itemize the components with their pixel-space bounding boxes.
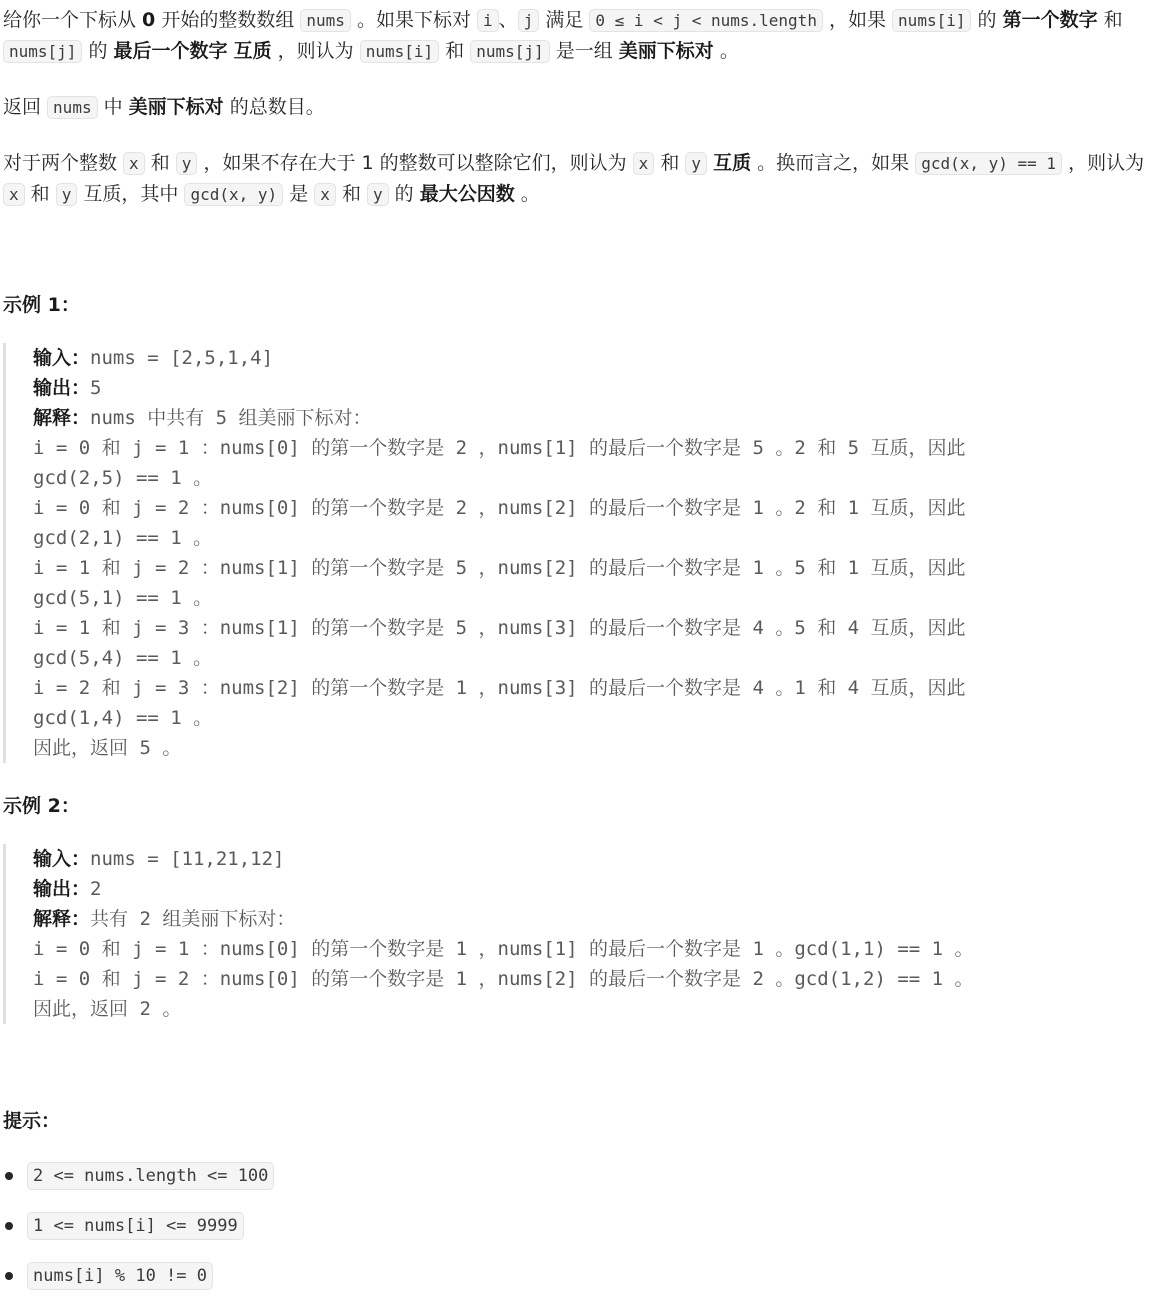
inline-code: nums[i] xyxy=(892,9,971,32)
explanation-line: gcd(2,5) == 1 。 xyxy=(33,467,213,489)
inline-code: gcd(x, y) == 1 xyxy=(915,152,1062,175)
text: 的 xyxy=(82,40,114,62)
example-1-heading: 示例 1： xyxy=(3,294,80,316)
explanation-line: gcd(1,4) == 1 。 xyxy=(33,707,213,729)
input-label: 输入： xyxy=(33,347,91,369)
example-2-content xyxy=(33,844,1133,1024)
output-value: 5 xyxy=(90,377,102,399)
bold-text: 最大公因数 xyxy=(419,183,515,205)
inline-code: y xyxy=(176,152,198,175)
explanation-line: i = 0 和 j = 1 ：nums[0] 的第一个数字是 1 ，nums[1] 的最后一个数字是 1 。gcd(1,1) == 1 。 xyxy=(33,938,974,960)
output-value: 2 xyxy=(90,878,102,900)
text: 。 xyxy=(713,40,739,62)
hints-heading: 提示： xyxy=(3,1110,61,1132)
bold-text: 美丽下标对 xyxy=(618,40,714,62)
text: 。 xyxy=(514,183,540,205)
explanation-line: i = 0 和 j = 1 ：nums[0] 的第一个数字是 2 ，nums[1] 的最后一个数字是 5 。2 和 5 互质，因此 xyxy=(33,437,966,459)
constraint-item xyxy=(0,1210,274,1260)
text: 对于两个整数 xyxy=(3,152,124,174)
text: 和 xyxy=(439,40,471,62)
explanation-value: nums 中共有 5 组美丽下标对： xyxy=(90,407,372,429)
explanation-line: i = 0 和 j = 2 ：nums[0] 的第一个数字是 1 ，nums[2] 的最后一个数字是 2 。gcd(1,2) == 1 。 xyxy=(33,968,974,990)
inline-code: nums[i] xyxy=(360,40,439,63)
text: 、 xyxy=(498,9,518,31)
inline-code: x xyxy=(633,152,655,175)
bold-text: 第一个数字 xyxy=(1002,9,1098,31)
inline-code: nums xyxy=(300,9,351,32)
text: 和 xyxy=(335,183,367,205)
text: 和 xyxy=(1097,9,1123,31)
problem-description xyxy=(3,5,1161,67)
inline-code: y xyxy=(367,183,389,206)
inline-code: y xyxy=(56,183,78,206)
text: 中 xyxy=(97,96,129,118)
constraint-item xyxy=(0,1260,274,1310)
text: 的 xyxy=(388,183,420,205)
input-value: nums = [11,21,12] xyxy=(90,848,285,870)
inline-code: x xyxy=(314,183,336,206)
input-value: nums = [2,5,1,4] xyxy=(90,347,274,369)
inline-code: nums xyxy=(47,96,98,119)
text: 的 xyxy=(971,9,1003,31)
example-2-block xyxy=(3,844,1133,1024)
explanation-label: 解释： xyxy=(33,407,91,429)
example-1-block xyxy=(3,343,1133,763)
text: 是 xyxy=(283,183,315,205)
inline-code: nums[i] % 10 != 0 xyxy=(27,1262,213,1290)
text: 。如果下标对 xyxy=(350,9,477,31)
inline-code: nums[j] xyxy=(3,40,82,63)
bold-text: 互质 xyxy=(713,152,752,174)
bold-text: 美丽下标对 xyxy=(128,96,224,118)
output-label: 输出： xyxy=(33,377,91,399)
coprime-definition xyxy=(3,148,1161,210)
text: 的总数目。 xyxy=(223,96,325,118)
explanation-line: 因此，返回 2 。 xyxy=(33,998,182,1020)
output-label: 输出： xyxy=(33,878,91,900)
inline-code: 0 ≤ i < j < nums.length xyxy=(589,9,823,32)
text: 和 xyxy=(654,152,686,174)
text: ，则认为 xyxy=(271,40,360,62)
explanation-line: i = 1 和 j = 2 ：nums[1] 的第一个数字是 5 ，nums[2] 的最后一个数字是 1 。5 和 1 互质，因此 xyxy=(33,557,966,579)
text: 互质，其中 xyxy=(77,183,185,205)
bold-text: 0 xyxy=(142,9,156,31)
input-label: 输入： xyxy=(33,848,91,870)
explanation-line: gcd(2,1) == 1 。 xyxy=(33,527,213,549)
inline-code: 1 <= nums[i] <= 9999 xyxy=(27,1212,244,1240)
return-description xyxy=(3,92,1161,123)
constraint-item xyxy=(0,1160,274,1210)
text: 。换而言之，如果 xyxy=(751,152,916,174)
inline-code: j xyxy=(518,9,540,32)
inline-code: gcd(x, y) xyxy=(184,183,283,206)
text: 给你一个下标从 xyxy=(3,9,143,31)
inline-code: x xyxy=(3,183,25,206)
explanation-value: 共有 2 组美丽下标对： xyxy=(90,908,296,930)
inline-code: nums[j] xyxy=(470,40,549,63)
explanation-line: i = 0 和 j = 2 ：nums[0] 的第一个数字是 2 ，nums[2] 的最后一个数字是 1 。2 和 1 互质，因此 xyxy=(33,497,966,519)
text: 满足 xyxy=(539,9,590,31)
text: 开始的整数数组 xyxy=(155,9,301,31)
text: ，如果 xyxy=(822,9,893,31)
example-1-content xyxy=(33,343,1133,763)
explanation-line: i = 1 和 j = 3 ：nums[1] 的第一个数字是 5 ，nums[3] 的最后一个数字是 4 。5 和 4 互质，因此 xyxy=(33,617,966,639)
constraints-list xyxy=(0,1160,274,1310)
inline-code: y xyxy=(685,152,707,175)
text: 是一组 xyxy=(549,40,619,62)
explanation-line: i = 2 和 j = 3 ：nums[2] 的第一个数字是 1 ，nums[3] 的最后一个数字是 4 。1 和 4 互质，因此 xyxy=(33,677,966,699)
inline-code: x xyxy=(123,152,145,175)
text: 返回 xyxy=(3,96,48,118)
explanation-line: gcd(5,4) == 1 。 xyxy=(33,647,213,669)
text: 和 xyxy=(144,152,176,174)
explanation-label: 解释： xyxy=(33,908,91,930)
text: ，则认为 xyxy=(1062,152,1145,174)
explanation-line: gcd(5,1) == 1 。 xyxy=(33,587,213,609)
explanation-line: 因此，返回 5 。 xyxy=(33,737,182,759)
bold-text: 互质 xyxy=(233,40,272,62)
example-2-heading: 示例 2： xyxy=(3,795,80,817)
text: ，如果不存在大于 1 的整数可以整除它们，则认为 xyxy=(197,152,633,174)
inline-code: i xyxy=(477,9,499,32)
bold-text: 最后一个数字 xyxy=(113,40,228,62)
inline-code: 2 <= nums.length <= 100 xyxy=(27,1162,274,1190)
text: 和 xyxy=(24,183,56,205)
